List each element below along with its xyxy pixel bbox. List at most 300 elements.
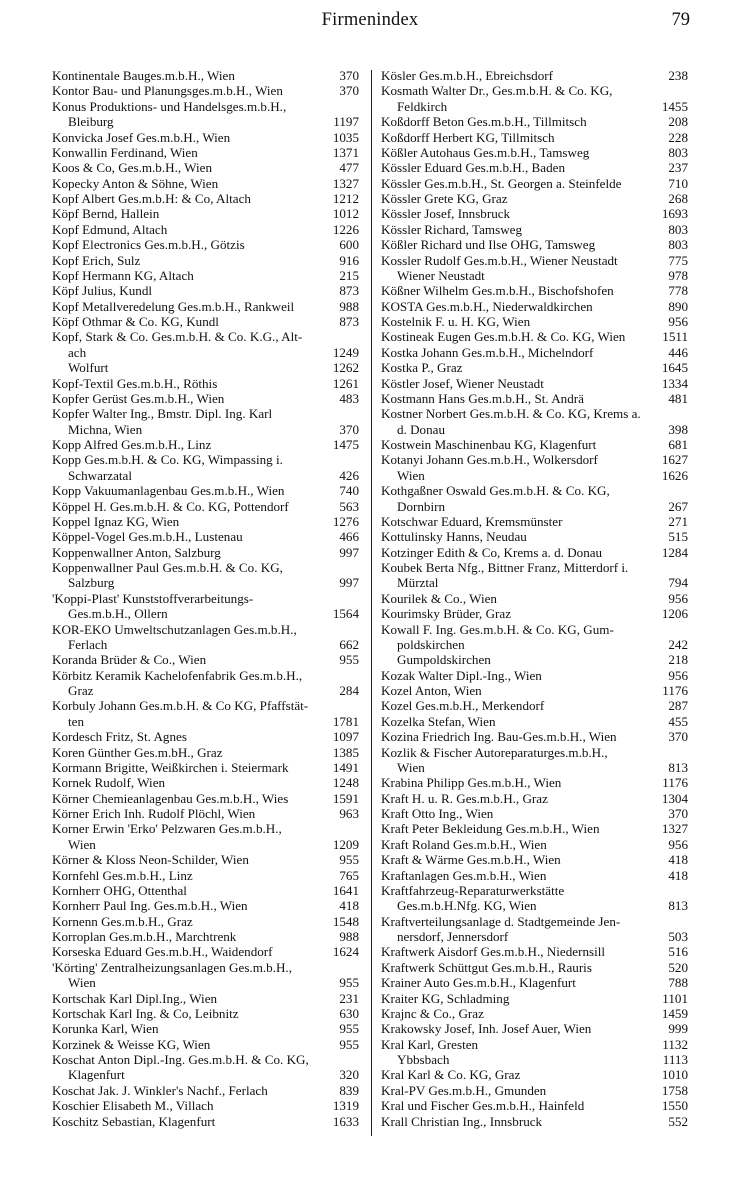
entry-page-number: 916 xyxy=(339,252,359,268)
entry-page-number: 284 xyxy=(339,683,359,698)
entry-name xyxy=(52,206,359,221)
entry-text: Kozel Ges.m.b.H., Merkendorf xyxy=(381,698,545,714)
entry-text: Kortschak Karl Ing. & Co, Leibnitz xyxy=(52,1005,239,1021)
index-entry xyxy=(381,1037,688,1052)
entry-page-number: 483 xyxy=(339,390,359,406)
entry-name xyxy=(381,329,688,344)
index-entry xyxy=(381,237,688,252)
entry-page-number: 1564 xyxy=(332,606,359,622)
index-entry xyxy=(52,529,359,544)
entry-name xyxy=(52,883,359,898)
index-entry xyxy=(381,1021,688,1036)
entry-text: Wien xyxy=(397,759,425,775)
entry-page-number: 455 xyxy=(668,713,688,729)
entry-page-number: 1132 xyxy=(662,1036,688,1052)
entry-text: Kotanyi Johann Ges.m.b.H., Wolkersdorf xyxy=(381,452,598,468)
entry-page-number: 955 xyxy=(339,1036,359,1052)
entry-text: Kontinentale Bauges.m.b.H., Wien xyxy=(52,68,235,83)
entry-page-number: 231 xyxy=(339,990,359,1006)
entry-name xyxy=(381,852,688,867)
index-entry xyxy=(52,914,359,929)
index-entry xyxy=(381,683,688,698)
index-entry xyxy=(52,960,359,991)
entry-name xyxy=(52,1114,359,1129)
index-entry xyxy=(52,283,359,298)
index-entry xyxy=(381,268,688,283)
entry-name xyxy=(381,345,688,360)
entry-name xyxy=(381,883,688,898)
entry-page-number: 740 xyxy=(339,483,359,499)
entry-text: Koschat Jak. J. Winkler's Nachf., Ferlach xyxy=(52,1082,268,1098)
entry-page-number: 1097 xyxy=(332,729,359,745)
entry-page-number: 1248 xyxy=(332,775,359,791)
entry-text: Kraftwerk Aisdorf Ges.m.b.H., Niedernsill xyxy=(381,944,605,960)
index-entry xyxy=(381,160,688,175)
entry-name xyxy=(381,176,688,191)
entry-page-number: 803 xyxy=(668,144,688,160)
entry-page-number: 1319 xyxy=(332,1098,359,1114)
entry-text: ten xyxy=(68,713,84,729)
entry-name xyxy=(381,1114,688,1129)
index-entry xyxy=(52,222,359,237)
index-entry xyxy=(381,483,688,514)
entry-name-continuation xyxy=(52,1067,359,1082)
entry-page-number: 955 xyxy=(339,852,359,868)
entry-text: Gumpoldskirchen xyxy=(397,652,491,668)
entry-text: Kral Karl & Co. KG, Graz xyxy=(381,1067,521,1083)
entry-name xyxy=(381,283,688,298)
entry-page-number: 1491 xyxy=(332,759,359,775)
index-entry xyxy=(52,1083,359,1098)
entry-text: Krakowsky Josef, Inh. Josef Auer, Wien xyxy=(381,1021,592,1037)
entry-text: Kourimsky Brüder, Graz xyxy=(381,606,512,622)
index-entry xyxy=(52,176,359,191)
index-entry xyxy=(52,145,359,160)
entry-page-number: 1633 xyxy=(332,1113,359,1129)
entry-text: d. Donau xyxy=(397,421,446,437)
index-entry xyxy=(381,821,688,836)
entry-page-number: 955 xyxy=(339,975,359,991)
index-entry xyxy=(381,745,688,776)
entry-page-number: 988 xyxy=(339,298,359,314)
entry-page-number: 1327 xyxy=(661,821,688,837)
entry-page-number: 997 xyxy=(339,544,359,560)
entry-text: Köpf Bernd, Hallein xyxy=(52,206,160,222)
entry-name xyxy=(52,1006,359,1021)
entry-text: Kraftanlagen Ges.m.b.H., Wien xyxy=(381,867,547,883)
entry-text: Klagenfurt xyxy=(68,1067,125,1083)
entry-name xyxy=(52,222,359,237)
index-entry xyxy=(381,791,688,806)
entry-text: Kopp Ges.m.b.H. & Co. KG, Wimpassing i. xyxy=(52,452,283,468)
index-entry xyxy=(381,452,688,467)
entry-name xyxy=(381,591,688,606)
entry-name xyxy=(381,545,688,560)
entry-page-number: 1550 xyxy=(661,1098,688,1114)
entry-text: Kopp Vakuumanlagenbau Ges.m.b.H., Wien xyxy=(52,483,285,499)
entry-page-number: 956 xyxy=(668,836,688,852)
entry-name-continuation xyxy=(52,714,359,729)
entry-text: Wiener Neustadt xyxy=(397,267,485,283)
entry-page-number: 503 xyxy=(668,929,688,944)
entry-text: Kostka P., Graz xyxy=(381,360,463,376)
entry-text: Korner Erwin 'Erko' Pelzwaren Ges.m.b.H., xyxy=(52,821,282,837)
index-entry xyxy=(52,483,359,498)
index-entry xyxy=(52,883,359,898)
entry-page-number: 1645 xyxy=(661,360,688,376)
entry-name xyxy=(52,929,359,944)
index-entry xyxy=(52,652,359,667)
entry-text: Koschat Anton Dipl.-Ing. Ges.m.b.H. & Co. KG, xyxy=(52,1052,309,1067)
index-entry xyxy=(52,1037,359,1052)
entry-text: Kraft Peter Bekleidung Ges.m.b.H., Wien xyxy=(381,821,600,837)
entry-name xyxy=(52,760,359,775)
index-entry xyxy=(381,283,688,298)
entry-page-number: 1758 xyxy=(661,1082,688,1098)
entry-name xyxy=(52,376,359,391)
entry-name xyxy=(381,745,688,760)
entry-name-continuation xyxy=(52,345,359,360)
index-entry xyxy=(381,83,688,114)
entry-page-number: 988 xyxy=(339,929,359,944)
entry-page-number: 370 xyxy=(339,421,359,437)
index-entry xyxy=(381,222,688,237)
entry-text: Korunka Karl, Wien xyxy=(52,1021,159,1037)
index-entry xyxy=(52,314,359,329)
entry-name xyxy=(381,729,688,744)
entry-text: Koppenwallner Paul Ges.m.b.H. & Co. KG, xyxy=(52,560,283,575)
entry-name xyxy=(52,745,359,760)
entry-page-number: 1101 xyxy=(662,990,688,1006)
entry-page-number: 956 xyxy=(668,314,688,329)
entry-page-number: 1304 xyxy=(661,790,688,806)
entry-name xyxy=(381,268,688,283)
entry-text: Kornek Rudolf, Wien xyxy=(52,775,166,791)
index-entry xyxy=(381,529,688,544)
entry-text: Kothgaßner Oswald Ges.m.b.H. & Co. KG, xyxy=(381,483,610,499)
entry-text: 'Koppi-Plast' Kunststoffverarbeitungs- xyxy=(52,590,254,606)
entry-text: Kössler Richard, Tamsweg xyxy=(381,221,523,237)
entry-name xyxy=(52,499,359,514)
entry-name xyxy=(381,1052,688,1067)
index-entry xyxy=(381,914,688,945)
entry-text: Kopp Alfred Ges.m.b.H., Linz xyxy=(52,437,212,452)
entry-text: Kozelka Stefan, Wien xyxy=(381,713,496,729)
entry-text: Kostelnik F. u. H. KG, Wien xyxy=(381,314,531,329)
entry-page-number: 1206 xyxy=(661,606,688,622)
entry-text: Kössler Eduard Ges.m.b.H., Baden xyxy=(381,160,566,176)
entry-name xyxy=(381,206,688,221)
index-entry xyxy=(381,253,688,268)
index-entry xyxy=(381,868,688,883)
index-entry xyxy=(52,1098,359,1113)
entry-name xyxy=(52,791,359,806)
entry-text: Kotschwar Eduard, Kremsmünster xyxy=(381,513,563,529)
entry-page-number: 1226 xyxy=(332,221,359,237)
entry-page-number: 1209 xyxy=(332,836,359,852)
index-entry xyxy=(381,1114,688,1129)
entry-text: Körner & Kloss Neon-Schilder, Wien xyxy=(52,852,249,868)
entry-name xyxy=(381,975,688,990)
index-entry xyxy=(52,299,359,314)
index-entry xyxy=(52,360,359,375)
index-entry xyxy=(381,652,688,667)
entry-name xyxy=(381,114,688,129)
index-entry xyxy=(52,499,359,514)
entry-text: Kopf Hermann KG, Altach xyxy=(52,267,194,283)
index-entry xyxy=(381,591,688,606)
entry-text: Konus Produktions- und Handelsges.m.b.H., xyxy=(52,98,287,114)
entry-page-number: 1385 xyxy=(332,744,359,760)
entry-text: Kral und Fischer Ges.m.b.H., Hainfeld xyxy=(381,1098,585,1114)
entry-text: Kopecky Anton & Söhne, Wien xyxy=(52,175,219,191)
entry-name xyxy=(381,376,688,391)
entry-text: Wien xyxy=(68,836,96,852)
entry-name xyxy=(52,283,359,298)
entry-name-continuation xyxy=(52,606,359,621)
entry-name xyxy=(52,914,359,929)
entry-text: Kozlik & Fischer Autoreparaturges.m.b.H., xyxy=(381,744,608,760)
entry-page-number: 418 xyxy=(339,898,359,914)
index-entry xyxy=(381,406,688,437)
entry-name-continuation xyxy=(381,637,688,652)
entry-name xyxy=(52,806,359,821)
entry-page-number: 813 xyxy=(668,759,688,775)
index-entry xyxy=(52,253,359,268)
index-entry xyxy=(381,1083,688,1098)
index-entry xyxy=(52,821,359,852)
entry-name xyxy=(52,852,359,867)
entry-text: Michna, Wien xyxy=(68,421,143,437)
entry-name xyxy=(381,560,688,575)
entry-text: Kopf Erich, Sulz xyxy=(52,252,141,268)
entry-page-number: 794 xyxy=(668,575,688,591)
entry-text: Kraft H. u. R. Ges.m.b.H., Graz xyxy=(381,790,548,806)
entry-text: Kormann Brigitte, Weißkirchen i. Steiermark xyxy=(52,759,289,775)
entry-page-number: 765 xyxy=(339,867,359,883)
index-entry xyxy=(52,514,359,529)
entry-name xyxy=(52,668,359,683)
entry-name xyxy=(381,837,688,852)
entry-page-number: 1511 xyxy=(662,329,688,345)
entry-page-number: 803 xyxy=(668,221,688,237)
index-entry xyxy=(52,406,359,437)
entry-page-number: 1249 xyxy=(332,344,359,360)
entry-name xyxy=(381,960,688,975)
entry-text: Kostner Norbert Ges.m.b.H. & Co. KG, Krems a. xyxy=(381,406,641,422)
entry-name xyxy=(52,529,359,544)
entry-text: Koubek Berta Nfg., Bittner Franz, Mitterdorf i. xyxy=(381,560,629,575)
entry-page-number: 1262 xyxy=(332,360,359,376)
entry-page-number: 552 xyxy=(668,1113,688,1129)
entry-text: Kowall F. Ing. Ges.m.b.H. & Co. KG, Gum- xyxy=(381,621,614,637)
entry-text: Kostmann Hans Ges.m.b.H., St. Andrä xyxy=(381,390,584,406)
entry-text: Kopfer Gerüst Ges.m.b.H., Wien xyxy=(52,390,225,406)
index-entry xyxy=(52,376,359,391)
entry-text: Korseska Eduard Ges.m.b.H., Waidendorf xyxy=(52,944,273,960)
index-entry xyxy=(381,360,688,375)
entry-text: Kourilek & Co., Wien xyxy=(381,590,497,606)
entry-text: Salzburg xyxy=(68,575,115,591)
index-entry xyxy=(52,1021,359,1036)
index-entry xyxy=(52,944,359,959)
index-entry xyxy=(381,1052,688,1067)
entry-text: Graz xyxy=(68,683,94,698)
entry-name xyxy=(52,1098,359,1113)
entry-page-number: 218 xyxy=(668,652,688,668)
entry-name xyxy=(381,130,688,145)
entry-text: Kössler Josef, Innsbruck xyxy=(381,206,511,222)
index-entry xyxy=(52,760,359,775)
entry-page-number: 978 xyxy=(668,267,688,283)
entry-page-number: 1624 xyxy=(332,944,359,960)
entry-page-number: 600 xyxy=(339,237,359,253)
entry-page-number: 1327 xyxy=(332,175,359,191)
entry-text: Köpf Julius, Kundl xyxy=(52,283,153,299)
entry-page-number: 1627 xyxy=(661,452,688,468)
entry-name-continuation xyxy=(52,975,359,990)
entry-text: Kopf Metallveredelung Ges.m.b.H., Rankweil xyxy=(52,298,295,314)
index-entry xyxy=(381,329,688,344)
entry-page-number: 963 xyxy=(339,806,359,821)
entry-text: Kozina Friedrich Ing. Bau-Ges.m.b.H., Wien xyxy=(381,729,617,745)
entry-page-number: 1781 xyxy=(332,713,359,729)
index-entry xyxy=(381,622,688,653)
entry-name xyxy=(381,868,688,883)
entry-name xyxy=(52,437,359,452)
index-entry xyxy=(381,545,688,560)
entry-page-number: 1197 xyxy=(333,114,359,130)
entry-name xyxy=(381,253,688,268)
entry-name xyxy=(381,314,688,329)
entry-text: Kopf Edmund, Altach xyxy=(52,221,168,237)
entry-name xyxy=(52,160,359,175)
entry-text: Kößner Wilhelm Ges.m.b.H., Bischofshofen xyxy=(381,283,614,299)
entry-page-number: 997 xyxy=(339,575,359,591)
entry-page-number: 1371 xyxy=(332,144,359,160)
index-entry xyxy=(52,745,359,760)
entry-name xyxy=(381,1037,688,1052)
entry-name xyxy=(381,714,688,729)
entry-name xyxy=(52,329,359,344)
entry-name xyxy=(52,545,359,560)
entry-page-number: 955 xyxy=(339,1021,359,1037)
entry-name xyxy=(381,991,688,1006)
entry-text: Koren Günther Ges.m.bH., Graz xyxy=(52,744,223,760)
index-entry xyxy=(52,729,359,744)
entry-page-number: 238 xyxy=(668,68,688,83)
entry-page-number: 1012 xyxy=(332,206,359,222)
entry-name xyxy=(381,683,688,698)
entry-text: Kraftwerk Schüttgut Ges.m.b.H., Rauris xyxy=(381,959,592,975)
entry-page-number: 813 xyxy=(668,898,688,914)
entry-name xyxy=(52,406,359,421)
index-entry xyxy=(381,130,688,145)
entry-text: Kornherr OHG, Ottenthal xyxy=(52,882,187,898)
entry-name xyxy=(52,1021,359,1036)
entry-name xyxy=(381,452,688,467)
entry-text: Koschier Elisabeth M., Villach xyxy=(52,1098,214,1114)
entry-page-number: 1113 xyxy=(662,1052,688,1067)
entry-text: Krall Christian Ing., Innsbruck xyxy=(381,1113,543,1129)
entry-name-continuation xyxy=(381,760,688,775)
entry-text: Wien xyxy=(397,467,425,483)
entry-text: Kraftverteilungsanlage d. Stadtgemeinde Jen- xyxy=(381,913,621,929)
index-entry xyxy=(381,1006,688,1021)
index-entry xyxy=(52,991,359,1006)
entry-name xyxy=(52,268,359,283)
entry-name-continuation xyxy=(52,637,359,652)
entry-name xyxy=(52,1083,359,1098)
entry-text: Köpf Othmar & Co. KG, Kundl xyxy=(52,314,219,329)
entry-page-number: 1591 xyxy=(332,790,359,806)
entry-text: Kraiter KG, Schladming xyxy=(381,990,510,1006)
entry-page-number: 418 xyxy=(668,867,688,883)
index-entry xyxy=(381,729,688,744)
entry-name xyxy=(52,775,359,790)
index-entry xyxy=(381,837,688,852)
entry-page-number: 271 xyxy=(668,513,688,529)
entry-text: Kostka Johann Ges.m.b.H., Michelndorf xyxy=(381,344,594,360)
entry-name xyxy=(52,99,359,114)
entry-page-number: 516 xyxy=(668,944,688,960)
index-entry xyxy=(52,1052,359,1083)
entry-page-number: 1641 xyxy=(332,882,359,898)
entry-text: Feldkirch xyxy=(397,98,448,114)
entry-page-number: 1334 xyxy=(661,375,688,391)
entry-page-number: 1455 xyxy=(661,98,688,114)
entry-text: Kozel Anton, Wien xyxy=(381,683,482,698)
entry-page-number: 873 xyxy=(339,314,359,329)
entry-text: Kopfer Walter Ing., Bmstr. Dipl. Ing. Karl xyxy=(52,406,273,422)
entry-name xyxy=(381,68,688,83)
entry-name xyxy=(381,406,688,421)
entry-text: Mürztal xyxy=(397,575,439,591)
entry-page-number: 956 xyxy=(668,590,688,606)
entry-name xyxy=(381,606,688,621)
column-divider xyxy=(371,70,372,1136)
index-entry xyxy=(381,206,688,221)
entry-page-number: 287 xyxy=(668,698,688,714)
entry-name xyxy=(52,191,359,206)
index-entry xyxy=(381,314,688,329)
entry-page-number: 1010 xyxy=(661,1067,688,1083)
entry-name-continuation xyxy=(381,499,688,514)
entry-name xyxy=(381,944,688,959)
index-entry xyxy=(52,99,359,130)
entry-text: Bleiburg xyxy=(68,114,114,130)
entry-page-number: 268 xyxy=(668,191,688,206)
entry-name xyxy=(381,622,688,637)
entry-text: Koppenwallner Anton, Salzburg xyxy=(52,544,221,560)
entry-page-number: 1475 xyxy=(332,437,359,452)
entry-page-number: 515 xyxy=(668,529,688,545)
index-entry xyxy=(52,698,359,729)
index-entry xyxy=(52,806,359,821)
index-entry xyxy=(52,68,359,83)
entry-page-number: 681 xyxy=(668,437,688,452)
entry-name-continuation xyxy=(52,837,359,852)
entry-page-number: 778 xyxy=(668,283,688,299)
entry-name xyxy=(381,237,688,252)
index-entry xyxy=(52,160,359,175)
entry-name xyxy=(52,1037,359,1052)
entry-text: Kosmath Walter Dr., Ges.m.b.H. & Co. KG, xyxy=(381,83,613,99)
entry-page-number: 466 xyxy=(339,529,359,545)
entry-page-number: 398 xyxy=(668,421,688,437)
entry-page-number: 228 xyxy=(668,129,688,145)
index-entry xyxy=(52,545,359,560)
